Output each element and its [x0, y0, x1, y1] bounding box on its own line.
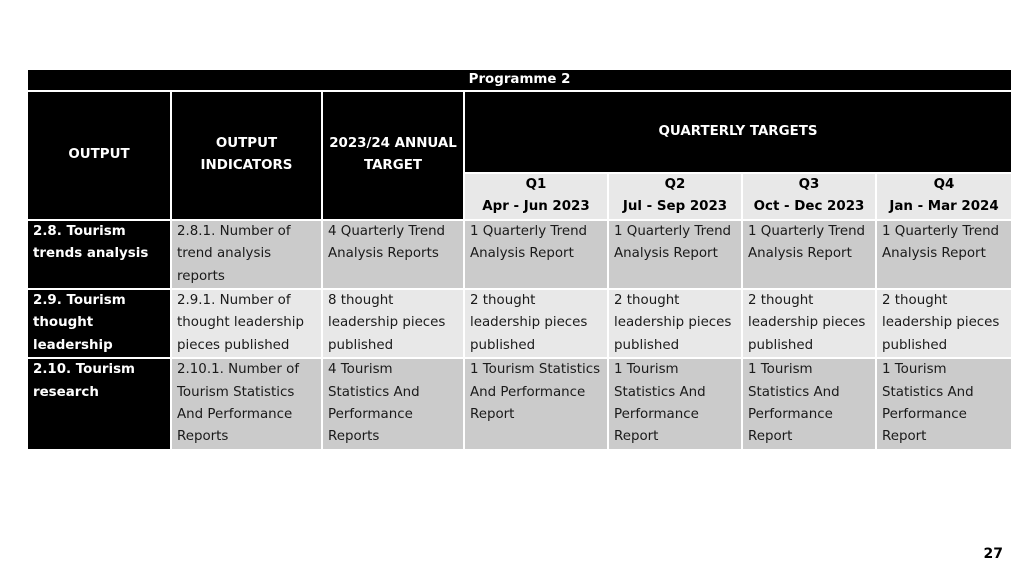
row-annual-target: 4 Quarterly Trend Analysis Reports [322, 220, 464, 289]
q4-label: Q4 [933, 177, 955, 192]
table-row [27, 358, 1012, 450]
header-output-indicators: OUTPUT INDICATORS [171, 91, 322, 220]
q1-label: Q1 [525, 177, 547, 192]
q3-period: Oct - Dec 2023 [753, 199, 865, 215]
programme-table [26, 68, 1013, 451]
row-annual-target: 8 thought leadership pieces published [322, 289, 464, 358]
q3-label: Q3 [798, 177, 820, 192]
q1-period: Apr - Jun 2023 [482, 199, 590, 215]
row-q1: 1 Tourism Statistics And Performance Report [464, 358, 608, 450]
header-annual-target: 2023/24 ANNUAL TARGET [322, 91, 464, 220]
header-q2 [608, 173, 742, 220]
programme-title: Programme 2 [27, 69, 1012, 91]
header-quarterly-targets: QUARTERLY TARGETS [464, 91, 1012, 173]
row-q1: 2 thought leadership pieces published [464, 289, 608, 358]
header-q4 [876, 173, 1012, 220]
row-q4: 1 Tourism Statistics And Performance Report [876, 358, 1012, 450]
table-row [27, 289, 1012, 358]
row-annual-target: 4 Tourism Statistics And Performance Reports [322, 358, 464, 450]
q4-period: Jan - Mar 2024 [889, 199, 999, 215]
row-q4: 1 Quarterly Trend Analysis Report [876, 220, 1012, 289]
row-indicator: 2.9.1. Number of thought leadership pieces published [171, 289, 322, 358]
row-indicator: 2.8.1. Number of trend analysis reports [171, 220, 322, 289]
row-q3: 1 Quarterly Trend Analysis Report [742, 220, 876, 289]
row-q2: 1 Quarterly Trend Analysis Report [608, 220, 742, 289]
row-indicator: 2.10.1. Number of Tourism Statistics And Performance Reports [171, 358, 322, 450]
page-number: 27 [983, 546, 1003, 562]
row-q4: 2 thought leadership pieces published [876, 289, 1012, 358]
row-q2: 1 Tourism Statistics And Performance Report [608, 358, 742, 450]
table-row [27, 220, 1012, 289]
row-q2: 2 thought leadership pieces published [608, 289, 742, 358]
header-q3 [742, 173, 876, 220]
q2-label: Q2 [664, 177, 686, 192]
row-q3: 1 Tourism Statistics And Performance Report [742, 358, 876, 450]
row-output: 2.10. Tourism research [27, 358, 171, 450]
row-q3: 2 thought leadership pieces published [742, 289, 876, 358]
q2-period: Jul - Sep 2023 [622, 199, 728, 215]
header-q1 [464, 173, 608, 220]
row-q1: 1 Quarterly Trend Analysis Report [464, 220, 608, 289]
row-output: 2.8. Tourism trends analysis [27, 220, 171, 289]
header-output: OUTPUT [27, 91, 171, 220]
row-output: 2.9. Tourism thought leadership [27, 289, 171, 358]
